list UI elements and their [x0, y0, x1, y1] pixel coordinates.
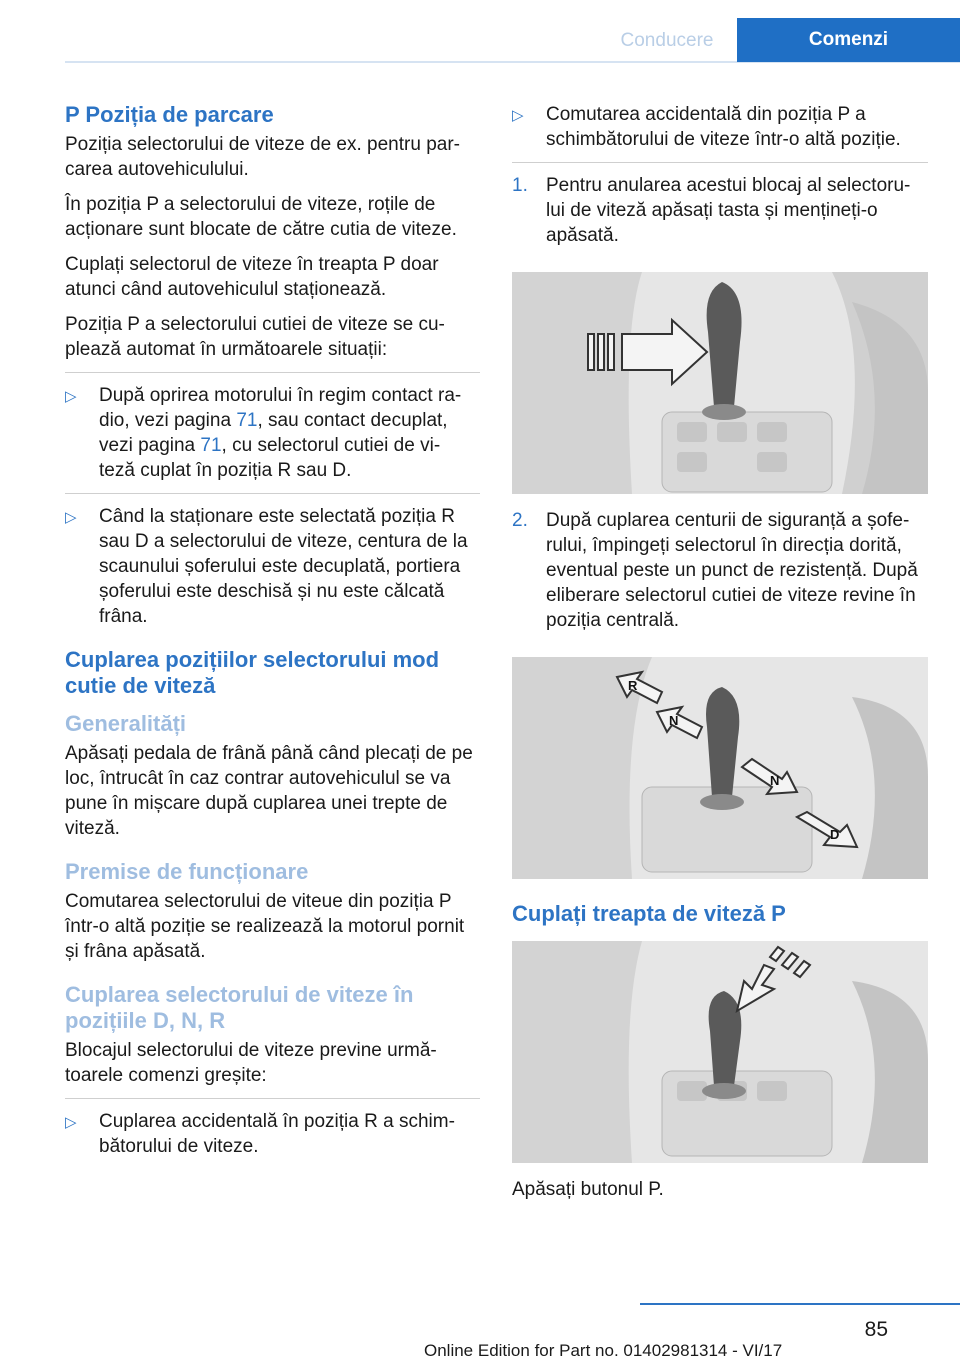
- header-tabbar: [65, 18, 960, 62]
- paragraph: Apăsați butonul P.: [512, 1179, 664, 1200]
- heading-general: Generalități: [65, 711, 187, 736]
- step-number: 1.: [512, 175, 528, 196]
- paragraph: Comutarea selectorului de viteue din poziția P într-o altă poziție se realizează la motorul pornit și frâna apăsată.: [65, 891, 465, 962]
- heading-engage-dnr: Cuplarea selectorului de viteze în pozițiile D, N, R: [65, 982, 414, 1033]
- right-column: [512, 102, 928, 1212]
- label-r: R: [628, 678, 638, 693]
- step-item: [512, 173, 928, 258]
- footer-edition: Online Edition for Part no. 01402981314 - VI/17: [424, 1341, 783, 1360]
- gear-direction-illustration: [512, 657, 928, 879]
- label-d: D: [830, 827, 840, 842]
- step-item: [512, 508, 928, 643]
- label-n-bottom: N: [770, 773, 780, 788]
- paragraph: Poziția selectorului de viteze de ex. pentru par‐ carea autovehiculului.: [65, 134, 460, 180]
- tab-conducere[interactable]: Conducere: [620, 30, 714, 51]
- divider: [65, 493, 480, 494]
- paragraph: Poziția P a selectorului cutiei de viteze se cu‐ plează automat în următoarele situații:: [65, 314, 445, 360]
- bullet-triangle-icon: ▷: [65, 509, 77, 526]
- list-item: [512, 102, 928, 162]
- list-item-text: După oprirea motorului în regim contact ra‐ dio, vezi pagina 71, sau contact decuplat, vezi pagina 71, cu selectorul cutiei de vi‐ teză cuplat în poziția R sau D.: [99, 385, 462, 481]
- gear-selector-illustration: [512, 272, 928, 494]
- left-column: [65, 102, 480, 1169]
- page-link[interactable]: 71: [200, 435, 222, 456]
- paragraph: Blocajul selectorului de viteze previne urmă‐ toarele comenzi greșite:: [65, 1040, 437, 1086]
- list-item: [65, 383, 480, 493]
- page-number: 85: [864, 1318, 888, 1341]
- list-item-text: Comutarea accidentală din poziția P a schimbătorului de viteze într-o altă poziție.: [546, 104, 901, 150]
- page-link[interactable]: 71: [236, 410, 258, 431]
- tab-comenzi[interactable]: Comenzi: [737, 18, 960, 62]
- list-item-text: Cuplarea accidentală în poziția R a schim‐ bătorului de viteze.: [99, 1111, 455, 1157]
- bullet-triangle-icon: ▷: [512, 107, 524, 124]
- paragraph: Cuplați selectorul de viteze în treapta P doar atunci când autovehiculul staționează.: [65, 254, 439, 300]
- list-item: [65, 1109, 480, 1169]
- list-item-text: Când la staționare este selectată poziția R sau D a selectorului de viteze, centura de la scaunului șoferului este decuplată, portiera șoferului este deschisă și nu este călcată frâna.: [99, 506, 468, 627]
- step-text: După cuplarea centurii de siguranță a șofe‐ rului, împingeți selectorul în direcția dorită, eventual peste un punct de rezistență. După eliberare selectorul cutiei de viteze revine în poziția centrală.: [546, 510, 918, 631]
- divider: [65, 372, 480, 373]
- bullet-triangle-icon: ▷: [65, 388, 77, 405]
- list-item: [65, 504, 480, 639]
- illustration-gear-directions: [512, 657, 928, 879]
- heading-premise: Premise de funcționare: [65, 859, 309, 884]
- step-number: 2.: [512, 510, 528, 531]
- divider: [512, 162, 928, 163]
- paragraph: Apăsați pedala de frână până când plecați de pe loc, întrucât în caz contrar autovehiculul se va pune în mișcare după cuplarea unei trepte de viteză.: [65, 743, 473, 839]
- divider: [65, 1098, 480, 1099]
- footer-rule: [640, 1303, 960, 1305]
- park-button-illustration: [512, 941, 928, 1163]
- heading-parking-position: P Poziția de parcare: [65, 102, 274, 127]
- step-text: Pentru anularea acestui blocaj al selectoru‐ lui de viteză apăsați tasta și mențineți-o apăsată.: [546, 175, 911, 246]
- illustration-park-button: [512, 941, 928, 1163]
- label-n-top: N: [669, 713, 679, 728]
- illustration-unlock-button: [512, 272, 928, 494]
- bullet-triangle-icon: ▷: [65, 1114, 77, 1131]
- paragraph: În poziția P a selectorului de viteze, roțile de acționare sunt blocate de către cutia de viteze.: [65, 194, 457, 240]
- heading-engage-park: Cuplați treapta de viteză P: [512, 901, 786, 926]
- heading-engage-positions: Cuplarea pozițiilor selectorului mod cutie de viteză: [65, 647, 440, 698]
